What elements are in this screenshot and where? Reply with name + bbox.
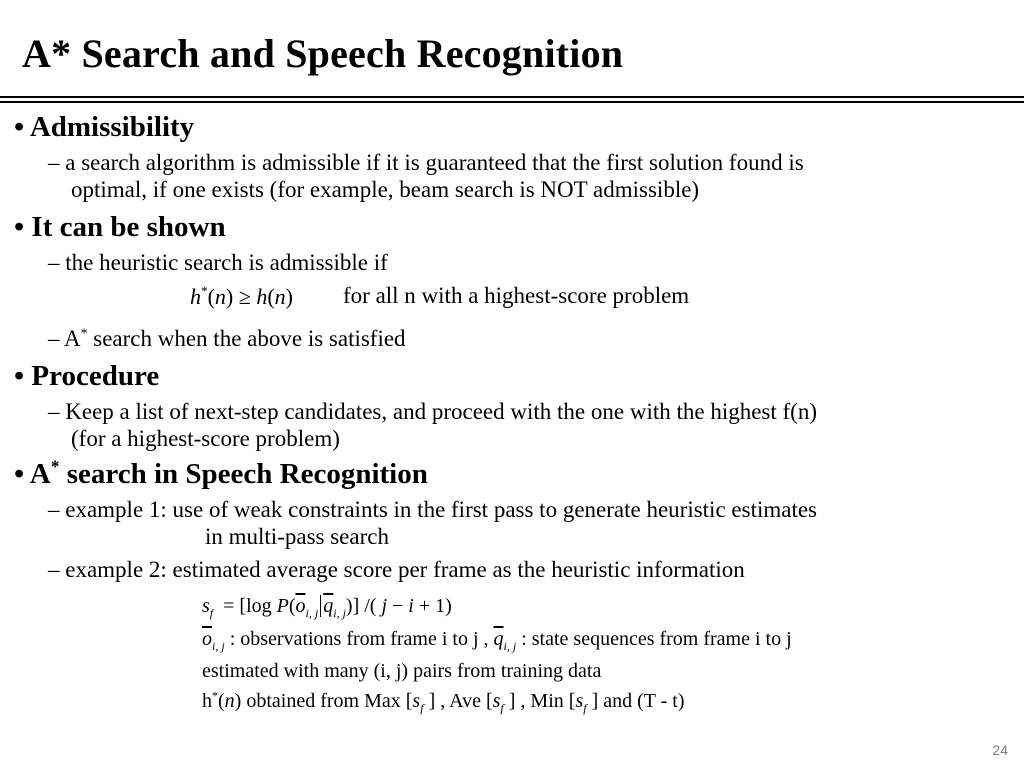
example1-text1: example 1: use of weak constraints in the first pass to generate heuristic estimates [65, 497, 817, 522]
example2-line: – example 2: estimated average score per frame as the heuristic information [48, 557, 745, 582]
slide-title: A* Search and Speech Recognition [22, 31, 624, 76]
admissibility-definition-line1: – a search algorithm is admissible if it is guaranteed that the first solution found is [48, 150, 804, 175]
a-star-satisfied-line: – A* search when the above is satisfied [48, 325, 406, 351]
bullet-it-can-be-shown-label: It can be shown [31, 211, 226, 243]
title-rule-bottom [0, 101, 1024, 103]
state-definition-text: : state sequences from frame i to j [521, 628, 792, 650]
bullet-a-star-speech: • A* search in Speech Recognition [14, 456, 428, 490]
procedure-text1: Keep a list of next-step candidates, and proceed with the one with the highest f(n) [65, 399, 817, 424]
title-rule-top [0, 96, 1024, 98]
observation-definition-text: : observations from frame i to j , [229, 628, 489, 650]
h-star-estimate: h*(n) obtained from Max [$s_f$ ] , Ave [$s_f$ ] , Min [$s_f$ ] and (T - t) [202, 688, 685, 715]
example1-line1: – example 1: use of weak constraints in the first pass to generate heuristic estimates [48, 497, 817, 522]
bullet-a-star-speech-label: search in Speech Recognition [66, 458, 428, 490]
bullet-procedure-label: Procedure [31, 360, 160, 392]
bullet-it-can-be-shown: • It can be shown [14, 211, 226, 243]
bullet-admissibility-label: Admissibility [29, 111, 195, 143]
admissibility-formula-condition: for all n with a highest-score problem [343, 283, 690, 308]
procedure-line2: (for a highest-score problem) [71, 426, 340, 451]
h-star-estimate-text: obtained from Max [246, 690, 401, 712]
estimation-note: estimated with many (i, j) pairs from training data [202, 660, 602, 682]
heuristic-admissible-text: the heuristic search is admissible if [65, 250, 388, 275]
admissibility-definition-line2: optimal, if one exists (for example, beam search is NOT admissible) [71, 177, 700, 202]
observation-definition: $\overline{o}_{i, j}$ : observations from frame i to j , $\overline{q}_{i, j}$ : state sequences from frame i to j [202, 628, 792, 653]
bullet-admissibility: • Admissibility [14, 111, 195, 143]
admissibility-definition-text1: a search algorithm is admissible if it is guaranteed that the first solution found is [65, 150, 804, 175]
admissibility-formula: h*(n) ≥ h(n) [190, 283, 293, 309]
procedure-line1: – Keep a list of next-step candidates, and proceed with the one with the highest f(n) [48, 399, 817, 424]
example2-text: example 2: estimated average score per frame as the heuristic information [65, 557, 745, 582]
a-star-satisfied-text: search when the above is satisfied [93, 326, 406, 351]
bullet-procedure: • Procedure [14, 360, 160, 392]
example1-line2: in multi-pass search [205, 524, 389, 549]
heuristic-admissible-line: – the heuristic search is admissible if [48, 250, 388, 275]
page-number: 24 [992, 742, 1008, 758]
h-star-estimate-tail: and (T - t) [603, 690, 685, 712]
score-formula: $s_f = [\log$ $P(\overline{o}_{i, j}$ $\overline{q}_{i, j}$)] /( j − i + 1) [202, 595, 452, 620]
